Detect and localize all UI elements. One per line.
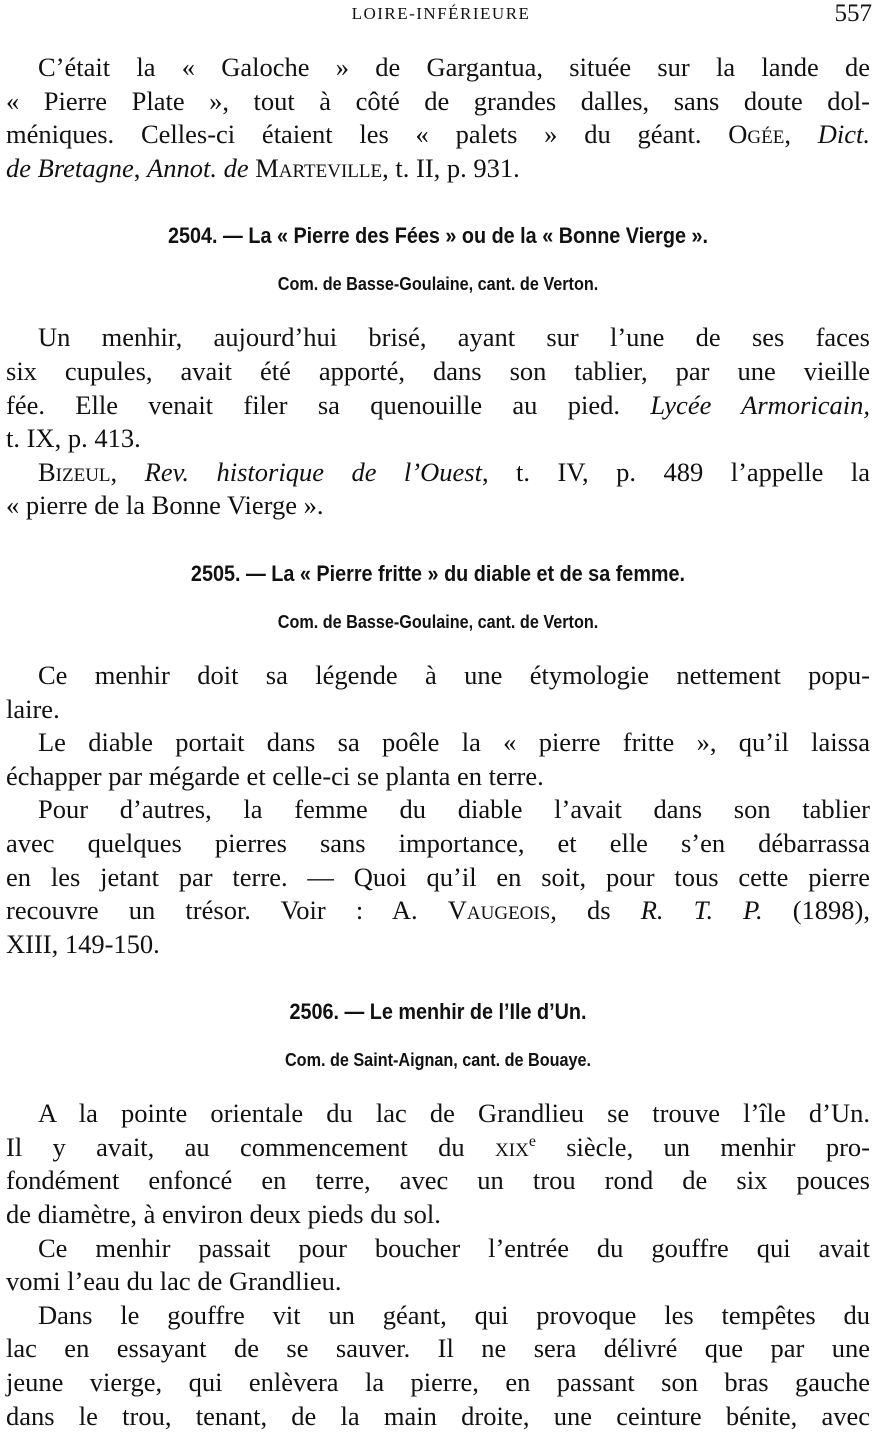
page-body bbox=[6, 51, 870, 1433]
text-run: vomi l’eau du lac de Grandlieu. bbox=[6, 1266, 342, 1297]
paragraph bbox=[6, 1299, 870, 1433]
text-line bbox=[6, 85, 870, 119]
text-run: Pour d’autres, la femme du diable l’avait dans son tablier bbox=[38, 794, 870, 825]
text-run: , ds bbox=[550, 895, 641, 926]
text-run: échapper par mégarde et celle-ci se planta en terre. bbox=[6, 760, 544, 791]
entry-location: Com. de Basse-Goulaine, cant. de Verton. bbox=[277, 611, 599, 632]
text-line bbox=[6, 422, 870, 456]
small-caps-text: Bizeul bbox=[38, 456, 111, 487]
text-line bbox=[6, 726, 870, 760]
text-run: « Pierre Plate », tout à côté de grandes dalles, sans doute dol- bbox=[6, 85, 870, 116]
text-run: lac en essayant de se sauver. Il ne sera délivré que par une bbox=[6, 1333, 870, 1364]
text-run: fée. Elle venait filer sa quenouille au pied. bbox=[6, 389, 651, 420]
text-run: Ce menhir doit sa légende à une étymologie nettement popu- bbox=[38, 659, 870, 690]
text-run: , t. IV, p. 489 l’appelle la bbox=[481, 456, 871, 487]
text-run: de diamètre, à environ deux pieds du sol. bbox=[6, 1199, 441, 1230]
italic-text: Lycée Armoricain, bbox=[650, 389, 870, 420]
italic-text: Rev. historique de l’Ouest bbox=[144, 456, 482, 487]
text-line bbox=[6, 118, 870, 152]
text-line bbox=[6, 152, 870, 186]
italic-text: R. T. P. bbox=[640, 895, 763, 926]
page-number: 557 bbox=[834, 0, 872, 27]
entry-location: Com. de Saint-Aignan, cant. de Bouaye. bbox=[284, 1050, 592, 1071]
text-line bbox=[6, 760, 870, 794]
text-line bbox=[6, 1366, 870, 1400]
paragraph bbox=[6, 321, 870, 455]
text-run: , bbox=[784, 119, 818, 150]
small-caps-text: Ogée bbox=[728, 119, 785, 150]
text-run: A la pointe orientale du lac de Grandlieu se trouve l’île d’Un. bbox=[38, 1098, 870, 1129]
text-run: Ce menhir passait pour boucher l’entrée du gouffre qui avait bbox=[38, 1232, 870, 1263]
italic-text: Dict. bbox=[817, 119, 870, 150]
text-run: dans le trou, tenant, de la main droite, une ceinture bénite, avec bbox=[6, 1400, 870, 1431]
text-line bbox=[6, 1265, 870, 1299]
text-line bbox=[6, 1198, 870, 1232]
small-caps-text: Vaugeois bbox=[447, 895, 551, 926]
text-line bbox=[6, 827, 870, 861]
small-caps-text: Marteville bbox=[255, 152, 383, 183]
text-run: méniques. Celles-ci étaient les « palets » du géant. bbox=[6, 119, 729, 150]
text-line bbox=[6, 321, 870, 355]
text-run: C’était la « Galoche » de Gargantua, située sur la lande de bbox=[38, 52, 870, 82]
text-line bbox=[6, 51, 870, 85]
entry-heading: 2504. — La « Pierre des Fées » ou de la « Bonne Vierge ». bbox=[168, 223, 708, 249]
text-line bbox=[6, 693, 870, 727]
text-line bbox=[6, 1332, 870, 1366]
text-line bbox=[6, 1299, 870, 1333]
text-run: , t. II, p. 931. bbox=[382, 152, 520, 183]
entry-location: Com. de Basse-Goulaine, cant. de Verton. bbox=[277, 274, 599, 295]
paragraph bbox=[6, 1232, 870, 1299]
text-line bbox=[6, 355, 870, 389]
small-caps-text: xix bbox=[495, 1131, 529, 1162]
text-run: , bbox=[110, 456, 145, 487]
paragraph bbox=[6, 1097, 870, 1231]
text-run: « pierre de la Bonne Vierge ». bbox=[6, 490, 324, 521]
text-run: , bbox=[133, 152, 148, 183]
text-run: (1898), bbox=[762, 895, 870, 926]
text-run: Dans le gouffre vit un géant, qui provoque les tempêtes du bbox=[38, 1299, 870, 1330]
text-line bbox=[6, 1164, 870, 1198]
text-run: avec quelques pierres sans importance, et elle s’en débarrassa bbox=[6, 827, 870, 858]
text-line bbox=[6, 456, 870, 490]
text-run: Il y avait, au commencement du bbox=[6, 1131, 496, 1162]
text-line bbox=[6, 1400, 870, 1433]
running-title: LOIRE-INFÉRIEURE bbox=[351, 4, 531, 23]
paragraph bbox=[6, 726, 870, 793]
paragraph bbox=[6, 659, 870, 726]
text-run: jeune vierge, qui enlèvera la pierre, en passant son bras gauche bbox=[6, 1367, 870, 1398]
text-run: six cupules, avait été apporté, dans son tablier, par une vieille bbox=[6, 355, 870, 386]
text-line bbox=[6, 861, 870, 895]
text-run: Le diable portait dans sa poêle la « pierre fritte », qu’il laissa bbox=[38, 727, 870, 758]
paragraph bbox=[6, 456, 870, 523]
entry-heading: 2505. — La « Pierre fritte » du diable et de sa femme. bbox=[190, 560, 686, 586]
text-line bbox=[6, 793, 870, 827]
text-line bbox=[6, 1232, 870, 1266]
italic-text: de Bretagne bbox=[6, 152, 134, 183]
text-line bbox=[6, 1097, 870, 1131]
text-run: fondément enfoncé en terre, avec un trou rond de six pouces bbox=[6, 1165, 870, 1196]
superscript-text: e bbox=[528, 1133, 536, 1151]
text-run: XIII, 149-150. bbox=[6, 928, 160, 959]
text-run: recouvre un trésor. Voir : A. bbox=[6, 895, 448, 926]
text-line bbox=[6, 1131, 870, 1165]
text-run: laire. bbox=[6, 693, 60, 724]
page-header bbox=[0, 0, 882, 30]
text-line bbox=[6, 489, 870, 523]
italic-text: Annot. de bbox=[147, 152, 249, 183]
text-line bbox=[6, 389, 870, 423]
text-run: t. IX, p. 413. bbox=[6, 423, 141, 454]
entry-heading: 2506. — Le menhir de l’Ile d’Un. bbox=[289, 999, 587, 1025]
text-line bbox=[6, 928, 870, 962]
text-run: en les jetant par terre. — Quoi qu’il en soit, pour tous cette pierre bbox=[6, 861, 870, 892]
text-run: Un menhir, aujourd’hui brisé, ayant sur l’une de ses faces bbox=[38, 322, 870, 353]
text-line bbox=[6, 659, 870, 693]
paragraph bbox=[6, 793, 870, 961]
text-line bbox=[6, 894, 870, 928]
text-run: siècle, un menhir pro- bbox=[535, 1131, 870, 1162]
paragraph bbox=[6, 51, 870, 185]
